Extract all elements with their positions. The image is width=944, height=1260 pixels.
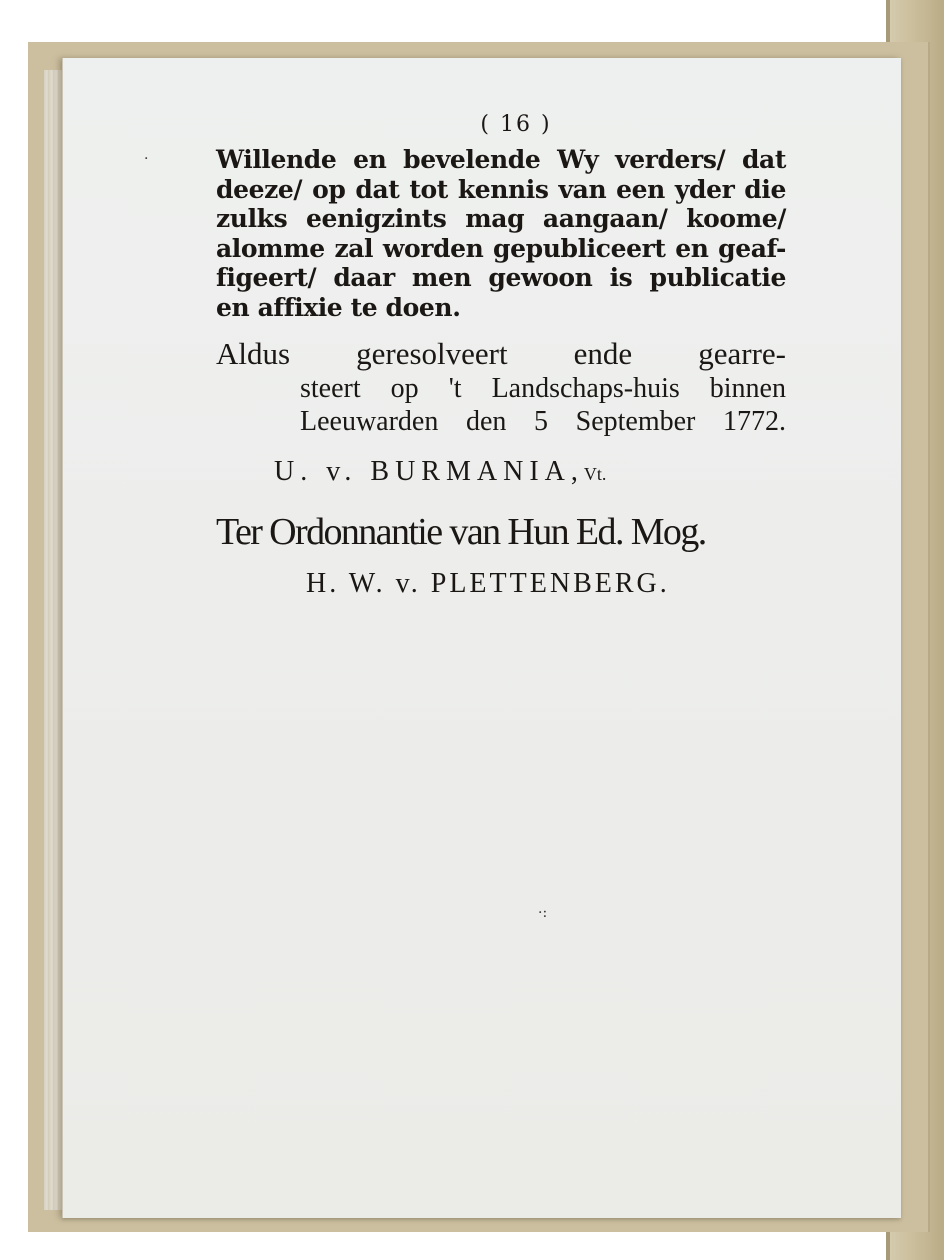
- order-line: Ter Ordonnantie van Hun Ed. Mog.: [216, 511, 706, 553]
- signer-line: [216, 456, 786, 488]
- resolution-line: steert op 't Landschaps-huis binnen: [300, 373, 786, 404]
- signer-title: Vt.: [583, 464, 607, 484]
- proclamation-line: zulks eenigzints mag aangaan/ koome/: [216, 204, 786, 233]
- page-number: ( 16 ): [480, 112, 552, 137]
- page-stack-edge: [44, 70, 64, 1210]
- proclamation-line: Willende en bevelende Wy verders/ dat: [216, 145, 786, 174]
- resolution-paragraph: [216, 336, 786, 438]
- proclamation-line: alomme zal worden gepubliceert en geaf-: [216, 233, 786, 263]
- secretary-name: H. W. v. PLETTENBERG.: [306, 568, 670, 599]
- ink-speck: ·: [144, 151, 149, 167]
- signer-name: U. v. BURMANIA,: [274, 456, 584, 487]
- resolution-line: Leeuwarden den 5 September 1772.: [300, 406, 786, 437]
- proclamation-paragraph: [216, 145, 786, 322]
- page-content: [216, 105, 786, 600]
- resolution-line: Aldus geresolveert ende gearre-: [216, 336, 786, 371]
- proclamation-line: deeze/ op dat tot kennis van een yder die: [216, 174, 786, 204]
- ink-speck: ·:: [538, 905, 548, 921]
- proclamation-line: en affixie te doen.: [216, 292, 461, 322]
- proclamation-line: figeert/ daar men gewoon is publicatie: [216, 263, 786, 292]
